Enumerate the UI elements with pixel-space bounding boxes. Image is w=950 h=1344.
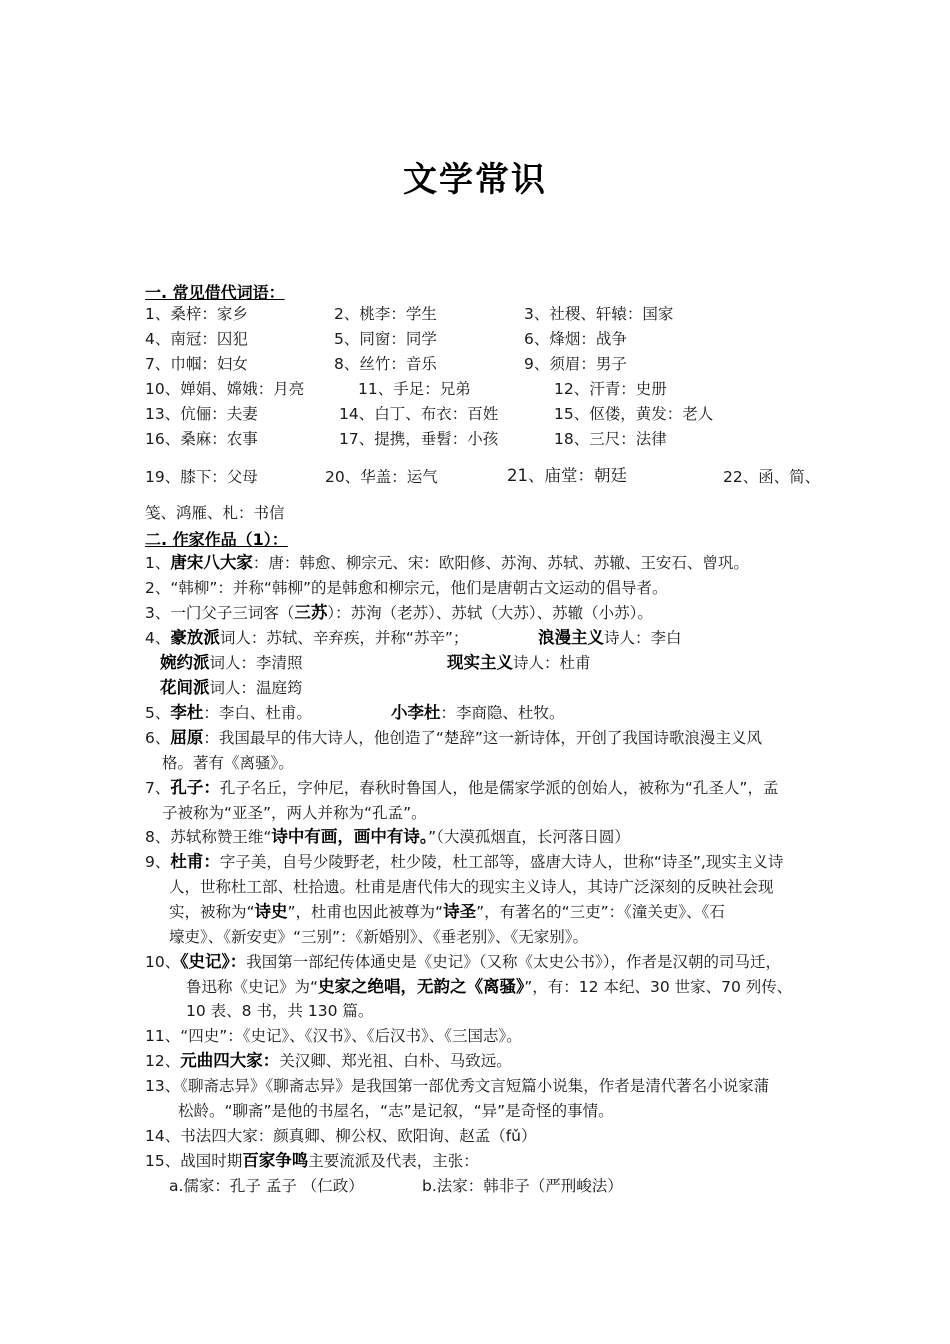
key-term: 杜甫：: [170, 852, 220, 871]
key-term: 《史记》：: [180, 952, 247, 971]
item-number: 1、: [145, 554, 171, 572]
list-item: 18、三尺：法律: [554, 430, 667, 448]
list-item: 8、丝竹：音乐: [334, 355, 437, 373]
item-number: 12、: [145, 1052, 181, 1070]
key-term: 诗中有画，画中有诗。: [271, 827, 429, 846]
item-text: ”，杜甫也因此被尊为“: [287, 903, 444, 921]
list-item: 7、巾帼：妇女: [145, 355, 248, 373]
key-term: 花间派: [160, 678, 210, 697]
list-item-continuation: 10 表、8 书，共 130 篇。: [186, 1002, 374, 1020]
key-term: 浪漫主义: [538, 628, 604, 647]
list-item-continuation: [169, 901, 725, 923]
item-number: 5、: [145, 704, 171, 722]
item-text: ：李白、杜甫。: [203, 704, 312, 722]
key-term: 婉约派: [160, 653, 210, 672]
list-item: [145, 602, 653, 624]
list-item: [145, 727, 762, 749]
list-item: [145, 552, 749, 574]
list-item-continuation: 子被称为“亚圣”，两人并称为“孔孟”。: [162, 804, 427, 822]
item-number: 7、: [145, 779, 171, 797]
list-item-continuation: 壕吏》、《新安吏》“三别”：《新婚别》、《垂老别》、《无家别》。: [169, 928, 589, 946]
list-item-continuation: 笺、鸿雁、札：书信: [145, 504, 285, 522]
list-item: [160, 677, 303, 699]
list-item-sub: a.儒家：孔子 孟子 （仁政）: [169, 1177, 364, 1195]
item-text: 主要流派及代表，主张：: [308, 1152, 479, 1170]
list-item: 16、桑麻：农事: [145, 430, 258, 448]
list-item: [145, 1050, 512, 1072]
item-number: 4、: [145, 629, 171, 647]
section-heading-authors-works: 二. 作家作品（1）：: [145, 530, 288, 549]
list-item: [391, 702, 565, 724]
list-item-sub: b.法家：韩非子（严刑峻法）: [422, 1177, 623, 1195]
item-text: 我国第一部纪传体通史是《史记》（又称《太史公书》），作者是汉朝的司马迁，: [246, 953, 781, 971]
item-text: ：李商隐、杜牧。: [440, 704, 565, 722]
item-text: ”，有著名的“三吏”：《潼关吏》、《石: [476, 903, 725, 921]
item-text: 词人：苏轼、辛弃疾，并称“苏辛”；: [219, 629, 469, 647]
item-text: 15、战国时期: [145, 1152, 243, 1170]
item-text: 3、一门父子三词客（: [145, 604, 295, 622]
list-item: 2、“韩柳”：并称“韩柳”的是韩愈和柳宗元，他们是唐朝古文运动的倡导者。: [145, 579, 668, 597]
list-item: 1、桑梓：家乡: [145, 305, 248, 323]
item-text: 字子美，自号少陵野老，杜少陵，杜工部等，盛唐大诗人，世称“诗圣”,现实主义诗: [219, 853, 784, 871]
item-text: 关汉卿、郑光祖、白朴、马致远。: [279, 1052, 512, 1070]
key-term: 孔子：: [170, 778, 220, 797]
list-item: 19、膝下：父母: [145, 468, 258, 486]
key-term: 三苏: [294, 603, 328, 622]
key-term: 史家之绝唱，无韵之《离骚》: [318, 977, 525, 996]
key-term: 元曲四大家：: [180, 1051, 280, 1070]
item-text: 词人：温庭筠: [209, 679, 303, 697]
list-item: 11、“四史”：《史记》、《汉书》、《后汉书》、《三国志》。: [145, 1027, 522, 1045]
list-item: [145, 826, 630, 848]
list-item-continuation: 格。著有《离骚》。: [162, 754, 294, 772]
key-term: 诗史: [254, 902, 288, 921]
list-item: [145, 777, 778, 799]
list-item: 4、南冠：囚犯: [145, 330, 248, 348]
item-number: 6、: [145, 729, 171, 747]
item-text: 鲁迅称《史记》为“: [186, 978, 319, 996]
list-item: [145, 702, 312, 724]
list-item: 13、伉俪：夫妻: [145, 405, 258, 423]
list-item: [145, 851, 783, 873]
list-item: [145, 951, 781, 973]
list-item: 5、同窗：同学: [334, 330, 437, 348]
list-item: 3、社稷、轩辕：国家: [524, 305, 674, 323]
list-item: [145, 1150, 479, 1172]
key-term: 现实主义: [447, 653, 513, 672]
key-term: 小李杜: [391, 703, 441, 722]
list-item: 21、庙堂：朝廷: [507, 466, 627, 485]
list-item: 11、手足：兄弟: [358, 380, 471, 398]
item-text: ）：苏洵（老苏）、苏轼（大苏）、苏辙（小苏）。: [327, 604, 653, 622]
item-text: 诗人：李白: [604, 629, 682, 647]
key-term: 唐宋八大家: [170, 553, 253, 572]
item-number: 9、: [145, 853, 171, 871]
list-item: 14、书法四大家：颜真卿、柳公权、欧阳询、赵孟（fǔ）: [145, 1127, 537, 1145]
list-item: 6、烽烟：战争: [524, 330, 627, 348]
list-item-continuation: [186, 976, 792, 998]
key-term: 李杜: [170, 703, 204, 722]
list-item: 9、须眉：男子: [524, 355, 627, 373]
list-item: 22、函、简、: [723, 468, 821, 486]
key-term: 百家争鸣: [242, 1151, 309, 1170]
list-item: [145, 627, 468, 649]
list-item: 15、伛偻，黄发：老人: [554, 405, 714, 423]
list-item: 10、婵娟、嫦娥：月亮: [145, 380, 305, 398]
section-heading-borrowed-words: 一. 常见借代词语：: [145, 283, 285, 302]
list-item-continuation: 松龄。“聊斋”是他的书屋名，“志”是记叙，“异”是奇怪的事情。: [178, 1102, 614, 1120]
list-item: [538, 627, 682, 649]
item-text: ：我国最早的伟大诗人，他创造了“楚辞”这一新诗体，开创了我国诗歌浪漫主义风: [203, 729, 762, 747]
list-item: 14、白丁、布衣：百姓: [339, 405, 499, 423]
list-item: 12、汗青：史册: [554, 380, 667, 398]
key-term: 屈原: [170, 728, 204, 747]
list-item: 17、提携，垂髫：小孩: [339, 430, 499, 448]
item-text: 实，被称为“: [169, 903, 255, 921]
item-text: 诗人：杜甫: [513, 654, 591, 672]
item-text: ”，有：12 本纪、30 世家、70 列传、: [524, 978, 793, 996]
item-number: 10、: [145, 953, 181, 971]
page-title: 文学常识: [403, 160, 547, 200]
key-term: 诗圣: [443, 902, 477, 921]
list-item-continuation: 人，世称杜工部、杜拾遗。杜甫是唐代伟大的现实主义诗人，其诗广泛深刻的反映社会现: [169, 878, 774, 896]
list-item: [160, 652, 303, 674]
item-text: 词人：李清照: [209, 654, 303, 672]
item-text: ：唐：韩愈、柳宗元、宋：欧阳修、苏洵、苏轼、苏辙、王安石、曾巩。: [252, 554, 749, 572]
item-text: 8、苏轼称赞王维“: [145, 828, 272, 846]
item-text: 孔子名丘，字仲尼，春秋时鲁国人，他是儒家学派的创始人，被称为“孔圣人”，孟: [219, 779, 779, 797]
list-item: [447, 652, 591, 674]
list-item: 20、华盖：运气: [325, 468, 438, 486]
key-term: 豪放派: [170, 628, 220, 647]
list-item: 13、《聊斋志异》《聊斋志异》是我国第一部优秀文言短篇小说集，作者是清代著名小说家蒲: [145, 1077, 770, 1095]
list-item: 2、桃李：学生: [334, 305, 437, 323]
item-text: ”（大漠孤烟直，长河落日圆）: [428, 828, 630, 846]
